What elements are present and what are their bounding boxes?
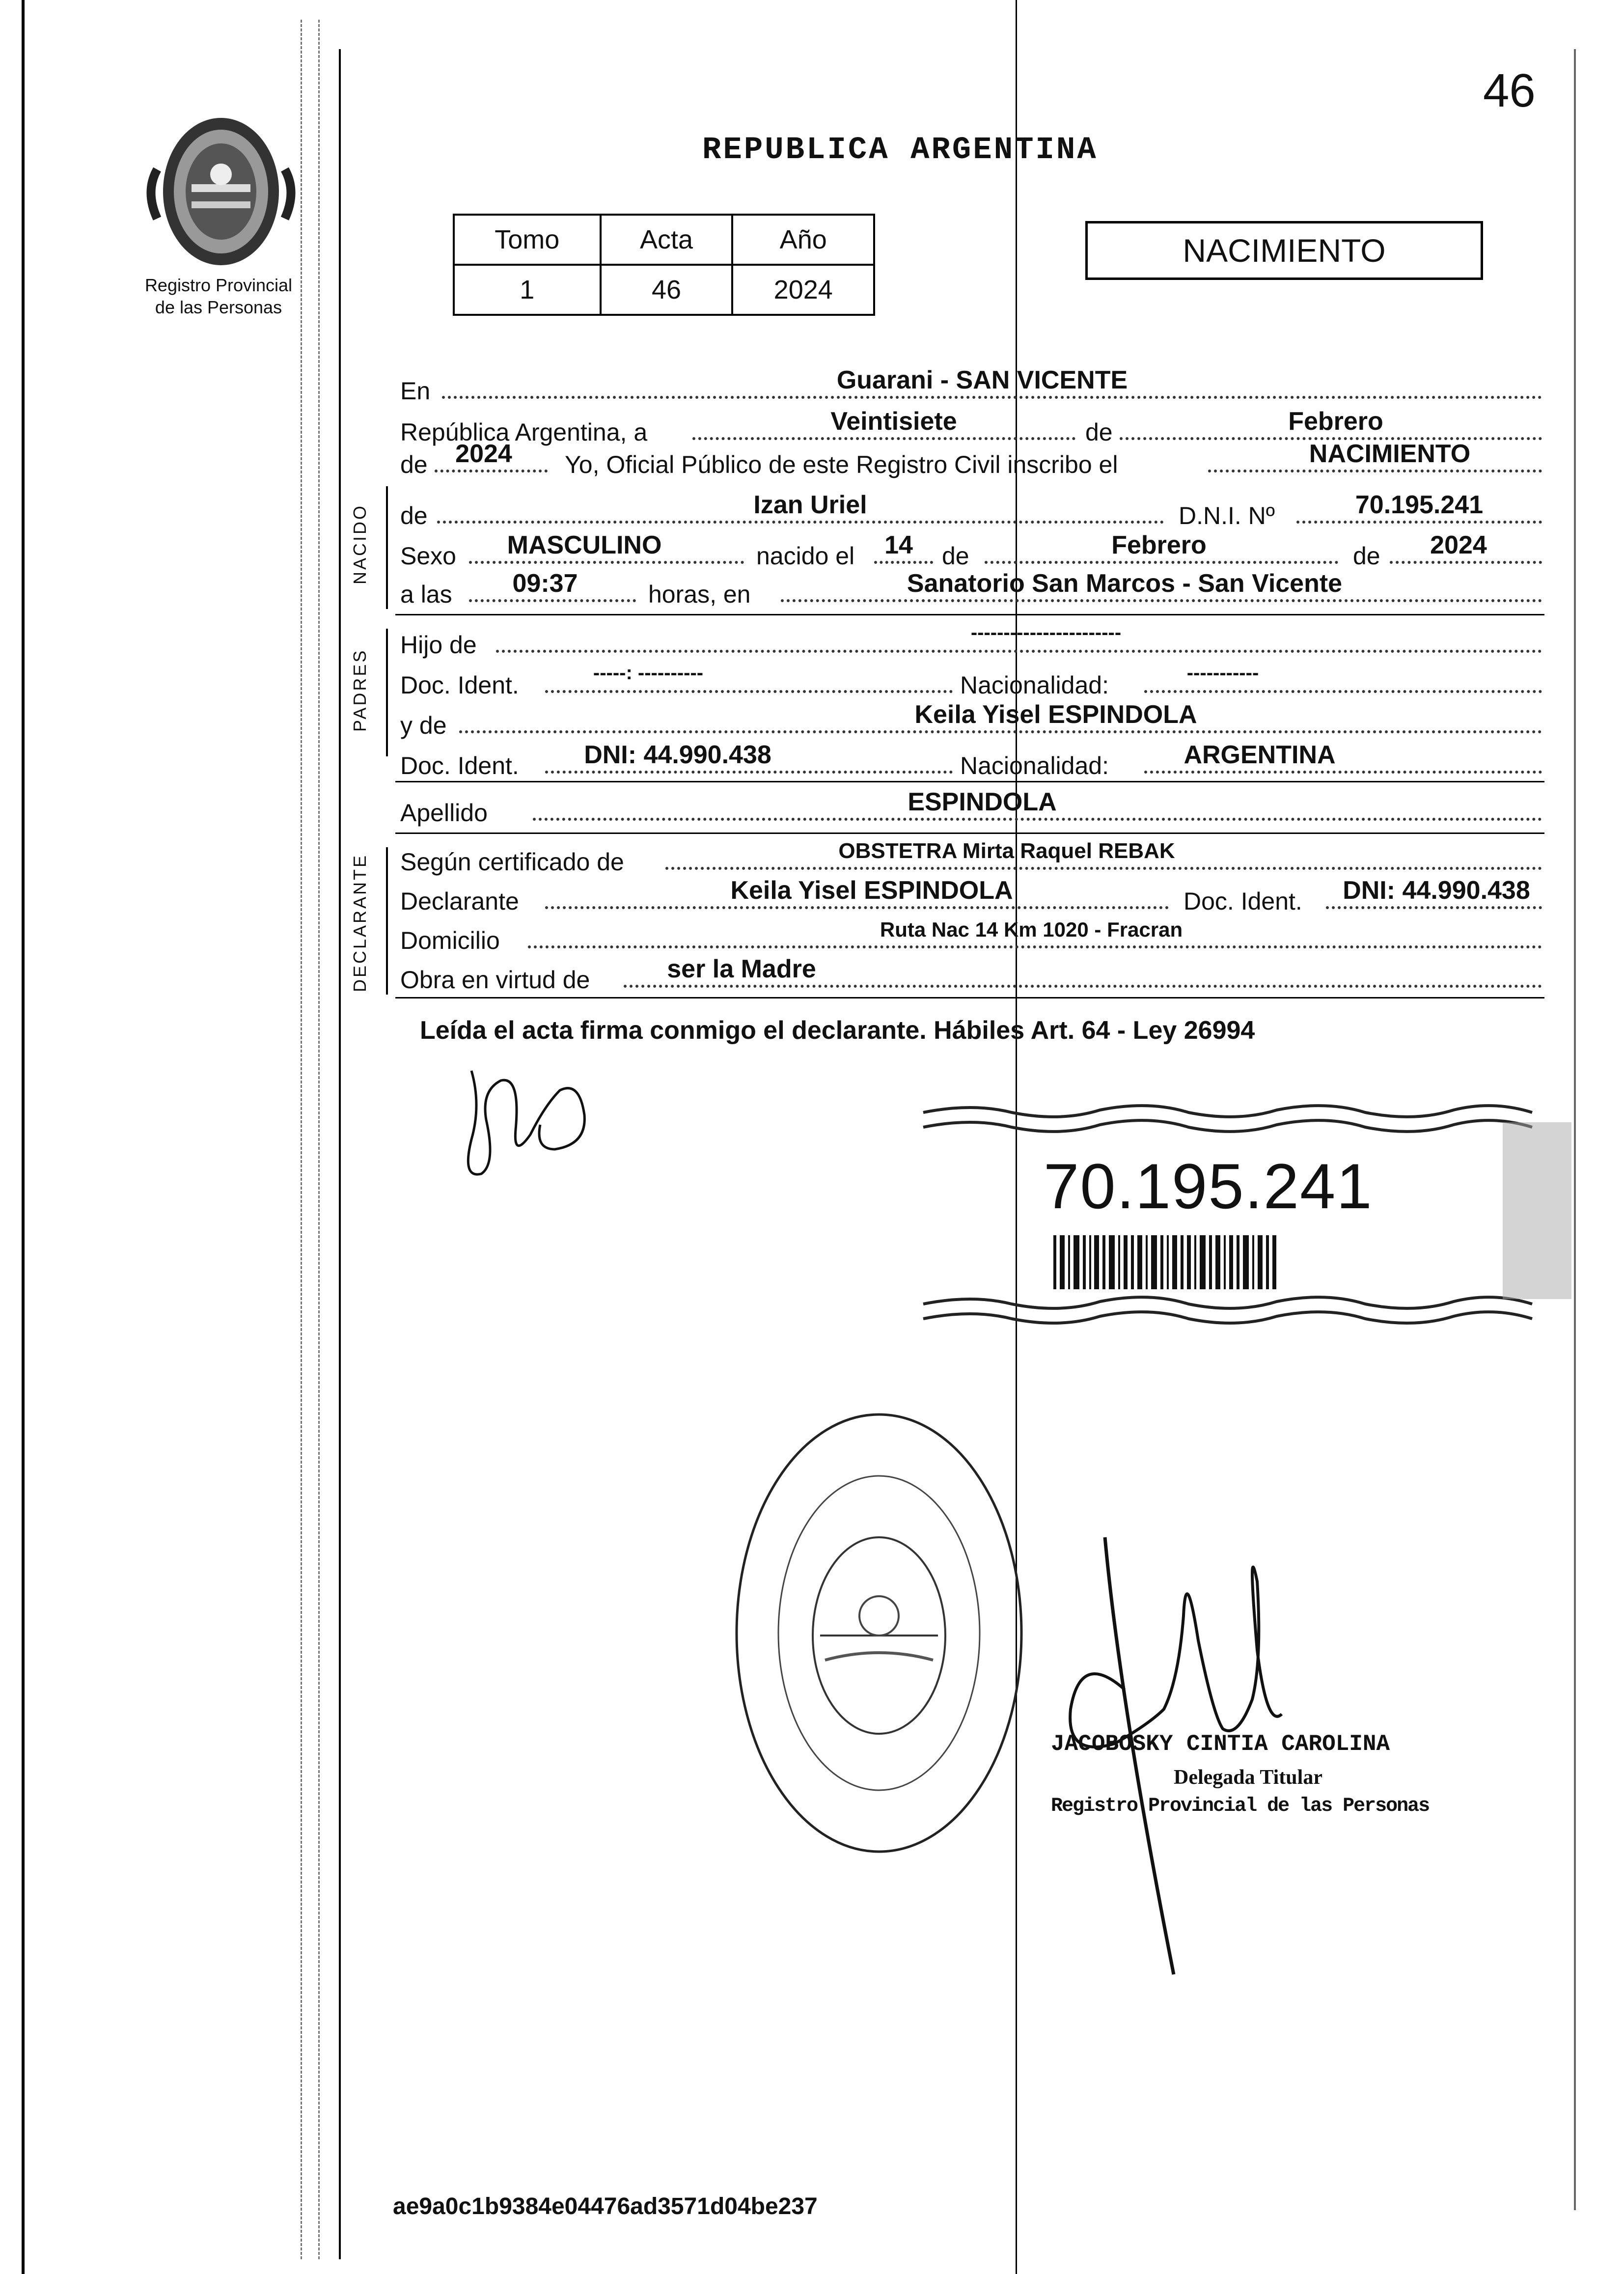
nac1-label: Nacionalidad: — [960, 671, 1109, 699]
birth-place-fill — [781, 599, 1542, 602]
decl-doc-fill — [1326, 906, 1542, 909]
table-value-acta: 46 — [601, 265, 733, 315]
table-header-acta: Acta — [601, 215, 733, 265]
official-name: JACOBOSKY CINTIA CAROLINA — [1051, 1731, 1390, 1757]
page-number: 46 — [1483, 64, 1536, 117]
margin-dash-2 — [318, 20, 320, 2259]
apellido-fill — [533, 818, 1542, 821]
sexo-fill — [469, 561, 744, 564]
cert-label: Según certificado de — [400, 848, 624, 876]
declarante-bracket — [386, 847, 388, 995]
obra-fill — [624, 985, 1542, 988]
birth-year-fill — [1390, 561, 1542, 564]
day-fill — [692, 437, 1075, 440]
mother-fill — [459, 730, 1542, 733]
declarante-value: Keila Yisel ESPINDOLA — [730, 876, 1013, 905]
nacido-rule — [395, 614, 1544, 615]
name-fill — [437, 521, 1164, 524]
father-value: ----------------------- — [970, 622, 1122, 643]
de-label-1: de — [1085, 418, 1113, 446]
birth-day-fill — [874, 561, 933, 564]
official-office: Registro Provincial de las Personas — [1051, 1795, 1430, 1817]
year-fill — [435, 470, 548, 472]
mother-value: Keila Yisel ESPINDOLA — [914, 700, 1197, 729]
birth-year-value: 2024 — [1430, 531, 1487, 559]
dni-fill — [1296, 521, 1542, 524]
a-las-label: a las — [400, 581, 452, 608]
year-value: 2024 — [455, 440, 512, 468]
doc1-fill — [545, 690, 953, 693]
nac1-fill — [1144, 690, 1542, 693]
place-value: Guarani - SAN VICENTE — [836, 366, 1128, 394]
nacido-section-label: NACIDO — [350, 503, 370, 584]
month-value: Febrero — [1288, 407, 1383, 436]
cert-fill — [665, 867, 1542, 870]
time-value: 09:37 — [512, 569, 578, 598]
act-value: NACIMIENTO — [1309, 440, 1471, 468]
record-table — [453, 214, 875, 316]
declarante-section-label: DECLARANTE — [350, 853, 370, 992]
domicilio-value: Ruta Nac 14 Km 1020 - Fracran — [880, 918, 1183, 941]
closing-statement: Leída el acta firma conmigo el declarante. Hábiles Art. 64 - Ley 26994 — [420, 1016, 1255, 1045]
child-name-value: Izan Uriel — [753, 491, 867, 519]
act-fill — [1208, 470, 1542, 472]
nacido-de-label-2: de — [942, 542, 969, 570]
table-value-anio: 2024 — [732, 265, 874, 315]
doc2-fill — [545, 771, 953, 774]
doc2-label: Doc. Ident. — [400, 752, 519, 779]
birth-month-fill — [985, 561, 1338, 564]
apellido-label: Apellido — [400, 799, 488, 827]
declarante-fill — [545, 906, 1169, 909]
nacido-de-label-3: de — [1353, 542, 1380, 570]
de-label-2: de — [400, 451, 428, 478]
margin-dash-1 — [301, 20, 302, 2259]
nac2-fill — [1144, 771, 1542, 774]
document-hash: ae9a0c1b9384e04476ad3571d04be237 — [393, 2193, 818, 2219]
doc1-value: -----: ---------- — [593, 662, 704, 684]
content-left-border — [339, 49, 341, 2259]
nac2-label: Nacionalidad: — [960, 752, 1109, 779]
doc1-label: Doc. Ident. — [400, 671, 519, 699]
day-value: Veintisiete — [830, 407, 957, 436]
en-fill — [442, 396, 1542, 399]
yo-label: Yo, Oficial Público de este Registro Civil inscribo el — [565, 451, 1118, 478]
decl-doc-value: DNI: 44.990.438 — [1343, 876, 1530, 905]
cert-value: OBSTETRA Mirta Raquel REBAK — [838, 839, 1175, 863]
nacido-de-label: de — [400, 502, 428, 529]
birth-month-value: Febrero — [1111, 531, 1207, 559]
declarante-label: Declarante — [400, 887, 519, 915]
page-title: REPUBLICA ARGENTINA — [702, 133, 1098, 168]
record-type-box: NACIMIENTO — [1085, 221, 1483, 280]
obra-value: ser la Madre — [667, 955, 816, 983]
official-title: Delegada Titular — [1174, 1766, 1322, 1789]
domicilio-label: Domicilio — [400, 927, 500, 954]
sexo-value: MASCULINO — [507, 531, 662, 559]
table-header-anio: Año — [732, 215, 874, 265]
doc2-value: DNI: 44.990.438 — [584, 741, 771, 769]
father-fill — [496, 650, 1542, 653]
nacido-bracket — [386, 486, 388, 609]
birth-place-value: Sanatorio San Marcos - San Vicente — [907, 569, 1343, 598]
official-seal-stamp — [727, 1405, 1031, 1861]
en-label: En — [400, 377, 431, 405]
birth-day-value: 14 — [884, 531, 913, 559]
republica-label: República Argentina, a — [400, 418, 648, 446]
padres-rule — [395, 781, 1544, 782]
dni-value: 70.195.241 — [1355, 491, 1484, 519]
padres-bracket — [386, 629, 388, 756]
sticker-number: 70.195.241 — [1044, 1150, 1373, 1222]
hijo-de-label: Hijo de — [400, 631, 477, 659]
declarante-rule — [395, 997, 1544, 998]
padres-section-label: PADRES — [350, 648, 370, 732]
misiones-emblem-logo — [142, 111, 300, 273]
logo-caption-line1: Registro Provincial — [144, 275, 293, 295]
apellido-value: ESPINDOLA — [908, 788, 1057, 816]
sexo-label: Sexo — [400, 542, 456, 570]
table-value-tomo: 1 — [454, 265, 601, 315]
nac2-value: ARGENTINA — [1184, 741, 1336, 769]
obra-label: Obra en virtud de — [400, 966, 590, 994]
table-header-tomo: Tomo — [454, 215, 601, 265]
nacido-el-label: nacido el — [756, 542, 855, 570]
left-page-edge — [22, 0, 25, 2274]
y-de-label: y de — [400, 712, 447, 739]
logo-caption-line2: de las Personas — [155, 297, 282, 317]
declarant-signature — [452, 1061, 599, 1198]
horas-en-label: horas, en — [648, 581, 751, 608]
dni-label: D.N.I. Nº — [1179, 502, 1275, 529]
time-fill — [469, 599, 636, 602]
domicilio-fill — [528, 945, 1542, 948]
decl-doc-label: Doc. Ident. — [1184, 887, 1302, 915]
nac1-value: ----------- — [1186, 662, 1259, 684]
apellido-rule — [395, 832, 1544, 834]
